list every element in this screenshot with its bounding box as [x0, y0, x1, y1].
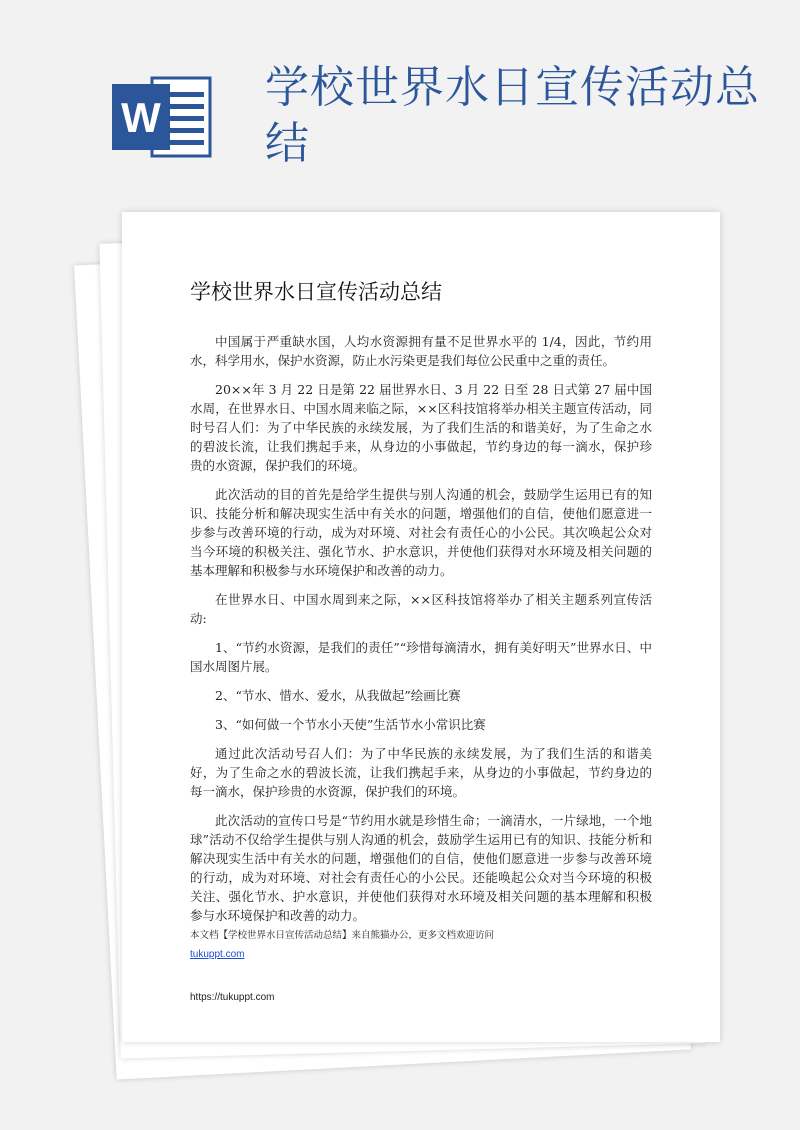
document-title: 学校世界水日宣传活动总结: [190, 280, 442, 304]
paragraph: 通过此次活动号召人们：为了中华民族的永续发展，为了我们生活的和谐美好，为了生命之水的碧波长流，让我们携起手来，从身边的小事做起，节约身边的每一滴水，保护珍贵的水资源，保护我们的环境。: [190, 746, 652, 799]
word-icon-letter: W: [121, 94, 161, 141]
page-url: https://tukuppt.com: [190, 992, 275, 1003]
paragraph: 此次活动的宣传口号是“节约用水就是珍惜生命；一滴清水，一片绿地，一个地球”活动不仅给学生提供与别人沟通的机会，鼓励学生运用已有的知识、技能分析和解决现实生活中有关水的问题，增强他们的自信，使他们愿意进一步参与改善环境的行动，成为对环境、对社会有责任心的小公民。还能唤起公众对当今环境的积极关注、强化节水、护水意识，并使他们获得对水环境及相关问题的基本理解和积极参与水环境保护和改善的动力。: [190, 813, 652, 923]
source-note: 本文档【学校世界水日宣传活动总结】来自熊猫办公，更多文档欢迎访问: [190, 930, 495, 941]
paragraph: 在世界水日、中国水周到来之际，××区科技馆将举办了相关主题系列宣传活动:: [190, 592, 652, 626]
word-document-icon: [112, 74, 212, 160]
source-link[interactable]: tukuppt.com: [190, 949, 245, 960]
list-item: 2、“节水、惜水、爱水，从我做起”绘画比赛: [215, 688, 461, 703]
paragraph: 此次活动的目的首先是给学生提供与别人沟通的机会，鼓励学生运用已有的知识、技能分析和解决现实生活中有关水的问题，增强他们的自信，使他们愿意进一步参与改善环境的行动，成为对环境、对社会有责任心的小公民。其次唤起公众对当今环境的积极关注、强化节水、护水意识，并使他们获得对水环境及相关问题的基本理解和积极参与水环境保护和改善的动力。: [190, 487, 652, 578]
list-item: 1、“节约水资源，是我们的责任”“珍惜每滴清水，拥有美好明天”世界水日、中国水周图片展。: [190, 640, 652, 674]
page-title: 学校世界水日宣传活动总结: [265, 62, 760, 169]
document-body: [190, 276, 652, 961]
document-page: [122, 212, 720, 1042]
paragraph: 中国属于严重缺水国，人均水资源拥有量不足世界水平的 1/4，因此，节约用水，科学用水，保护水资源，防止水污染更是我们每位公民重中之重的责任。: [190, 334, 652, 368]
paragraph: 20××年 3 月 22 日是第 22 届世界水日、3 月 22 日至 28 日式第 27 届中国水周，在世界水日、中国水周来临之际，××区科技馆将举办相关主题宣传活动，同时号召人们：为了中华民族的永续发展，为了我们生活的和谐美好，为了生命之水的碧波长流，让我们携起手来，从身边的小事做起，节约身边的每一滴水，保护珍贵的水资源，保护我们的环境。: [190, 382, 652, 473]
list-item: 3、“如何做一个节水小天使”生活节水小常识比赛: [215, 717, 486, 732]
